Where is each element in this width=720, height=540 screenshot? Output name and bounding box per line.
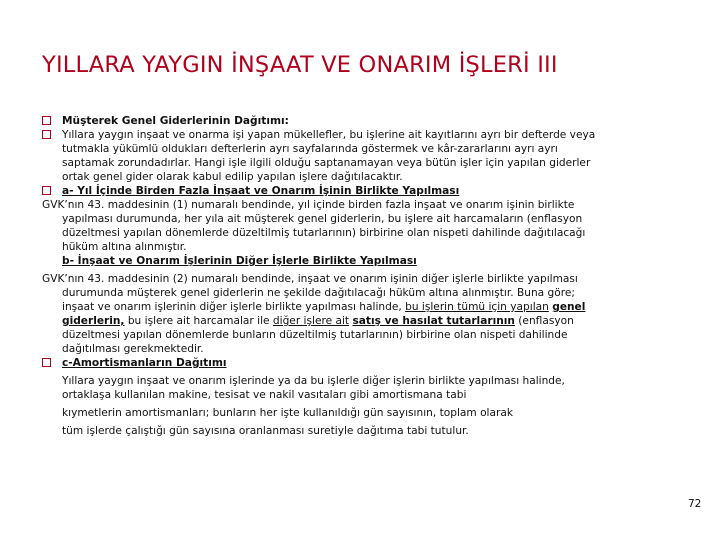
paragraph-line: GVK’nın 43. maddesinin (1) numaralı bendinde, yıl içinde birden fazla inşaat ve onarım işinin birlikte <box>42 199 575 211</box>
paragraph-line <box>42 300 692 314</box>
paragraph-line: ortak genel gider olarak kabul edilip yapılan işlere dağıtılacaktır. <box>62 171 403 183</box>
paragraph-line: saptamak zorundadırlar. Hangi işle ilgili olduğu saptanamayan veya bütün işler için yapılan giderler <box>62 157 591 169</box>
underlined-text: bu işlerin tümü için yapılan <box>405 301 549 313</box>
paragraph-line: düzeltmesi yapılan dönemlerde bunların düzeltilmiş tutarlarının) birbirine olan nispeti dahilinde <box>62 329 568 341</box>
paragraph-line: tutmakla yükümlü oldukları defterlerin ayrı sayfalarında göstermek ve kâr-zararlarını ayrı ayrı <box>62 143 558 155</box>
slide-body <box>42 114 692 438</box>
paragraph-line <box>42 314 692 328</box>
paragraph-line: dağıtılması gerekmektedir. <box>62 343 204 355</box>
text-span: bu işlere ait harcamalar ile <box>124 315 273 327</box>
square-bullet-icon <box>42 116 51 125</box>
section-heading-line <box>42 254 692 268</box>
list-item <box>42 114 692 128</box>
square-bullet-icon <box>42 186 51 195</box>
bold-underlined-text: satış ve hasılat tutarlarının <box>352 315 515 327</box>
paragraph-line: kıymetlerin amortismanları; bunların her işte kullanıldığı gün sayısının, toplam olarak <box>62 407 513 419</box>
list-item <box>42 128 692 142</box>
paragraph-line: ortaklaşa kullanılan makine, tesisat ve nakil vasıtaları gibi amortismana tabi <box>62 389 467 401</box>
section-heading: Müşterek Genel Giderlerinin Dağıtımı: <box>62 115 289 127</box>
square-bullet-icon <box>42 130 51 139</box>
page-number: 72 <box>688 498 702 510</box>
list-item <box>42 356 692 370</box>
paragraph-line: tüm işlerde çalıştığı gün sayısına oranlanması suretiyle dağıtıma tabi tutulur. <box>62 425 469 437</box>
paragraph-line: GVK’nın 43. maddesinin (2) numaralı bendinde, inşaat ve onarım işinin diğer işlerle birlikte yapılması <box>42 273 578 285</box>
square-bullet-icon <box>42 358 51 367</box>
bold-underlined-text: genel <box>552 301 586 313</box>
section-heading: c-Amortismanların Dağıtımı <box>62 357 227 369</box>
paragraph-line: düzeltmesi yapılan dönemlerde düzeltilmiş tutarlarının) birbirine olan nispeti dahilinde dağıtılacağı <box>62 227 586 239</box>
paragraph-line: yapılması durumunda, her yıla ait müşterek genel giderlerin, bu işlere ait harcamaların (enflasyon <box>62 213 583 225</box>
slide-title: YILLARA YAYGIN İNŞAAT VE ONARIM İŞLERİ III <box>42 52 558 78</box>
paragraph-line: durumunda müşterek genel giderlerin ne şekilde dağıtılacağı hüküm altına alınmıştır. Buna göre; <box>62 287 575 299</box>
section-heading: a- Yıl İçinde Birden Fazla İnşaat ve Onarım İşinin Birlikte Yapılması <box>62 185 460 197</box>
text-span: inşaat ve onarım işlerinin diğer işlerle birlikte yapılması halinde, <box>62 301 406 313</box>
underlined-text: diğer işlere ait <box>272 315 350 327</box>
bold-underlined-text: giderlerin, <box>62 315 125 327</box>
paragraph-line: hüküm altına alınmıştır. <box>62 241 187 253</box>
paragraph-line: Yıllara yaygın inşaat ve onarım işlerinde ya da bu işlerle diğer işlerin birlikte yapılması halinde, <box>62 375 565 387</box>
section-heading: b- İnşaat ve Onarım İşlerinin Diğer İşlerle Birlikte Yapılması <box>62 255 417 267</box>
paragraph-line: Yıllara yaygın inşaat ve onarma işi yapan mükellefler, bu işlerine ait kayıtlarını ayrı bir defterde veya <box>62 129 596 141</box>
text-span: (enflasyon <box>514 315 574 327</box>
list-item <box>42 184 692 198</box>
